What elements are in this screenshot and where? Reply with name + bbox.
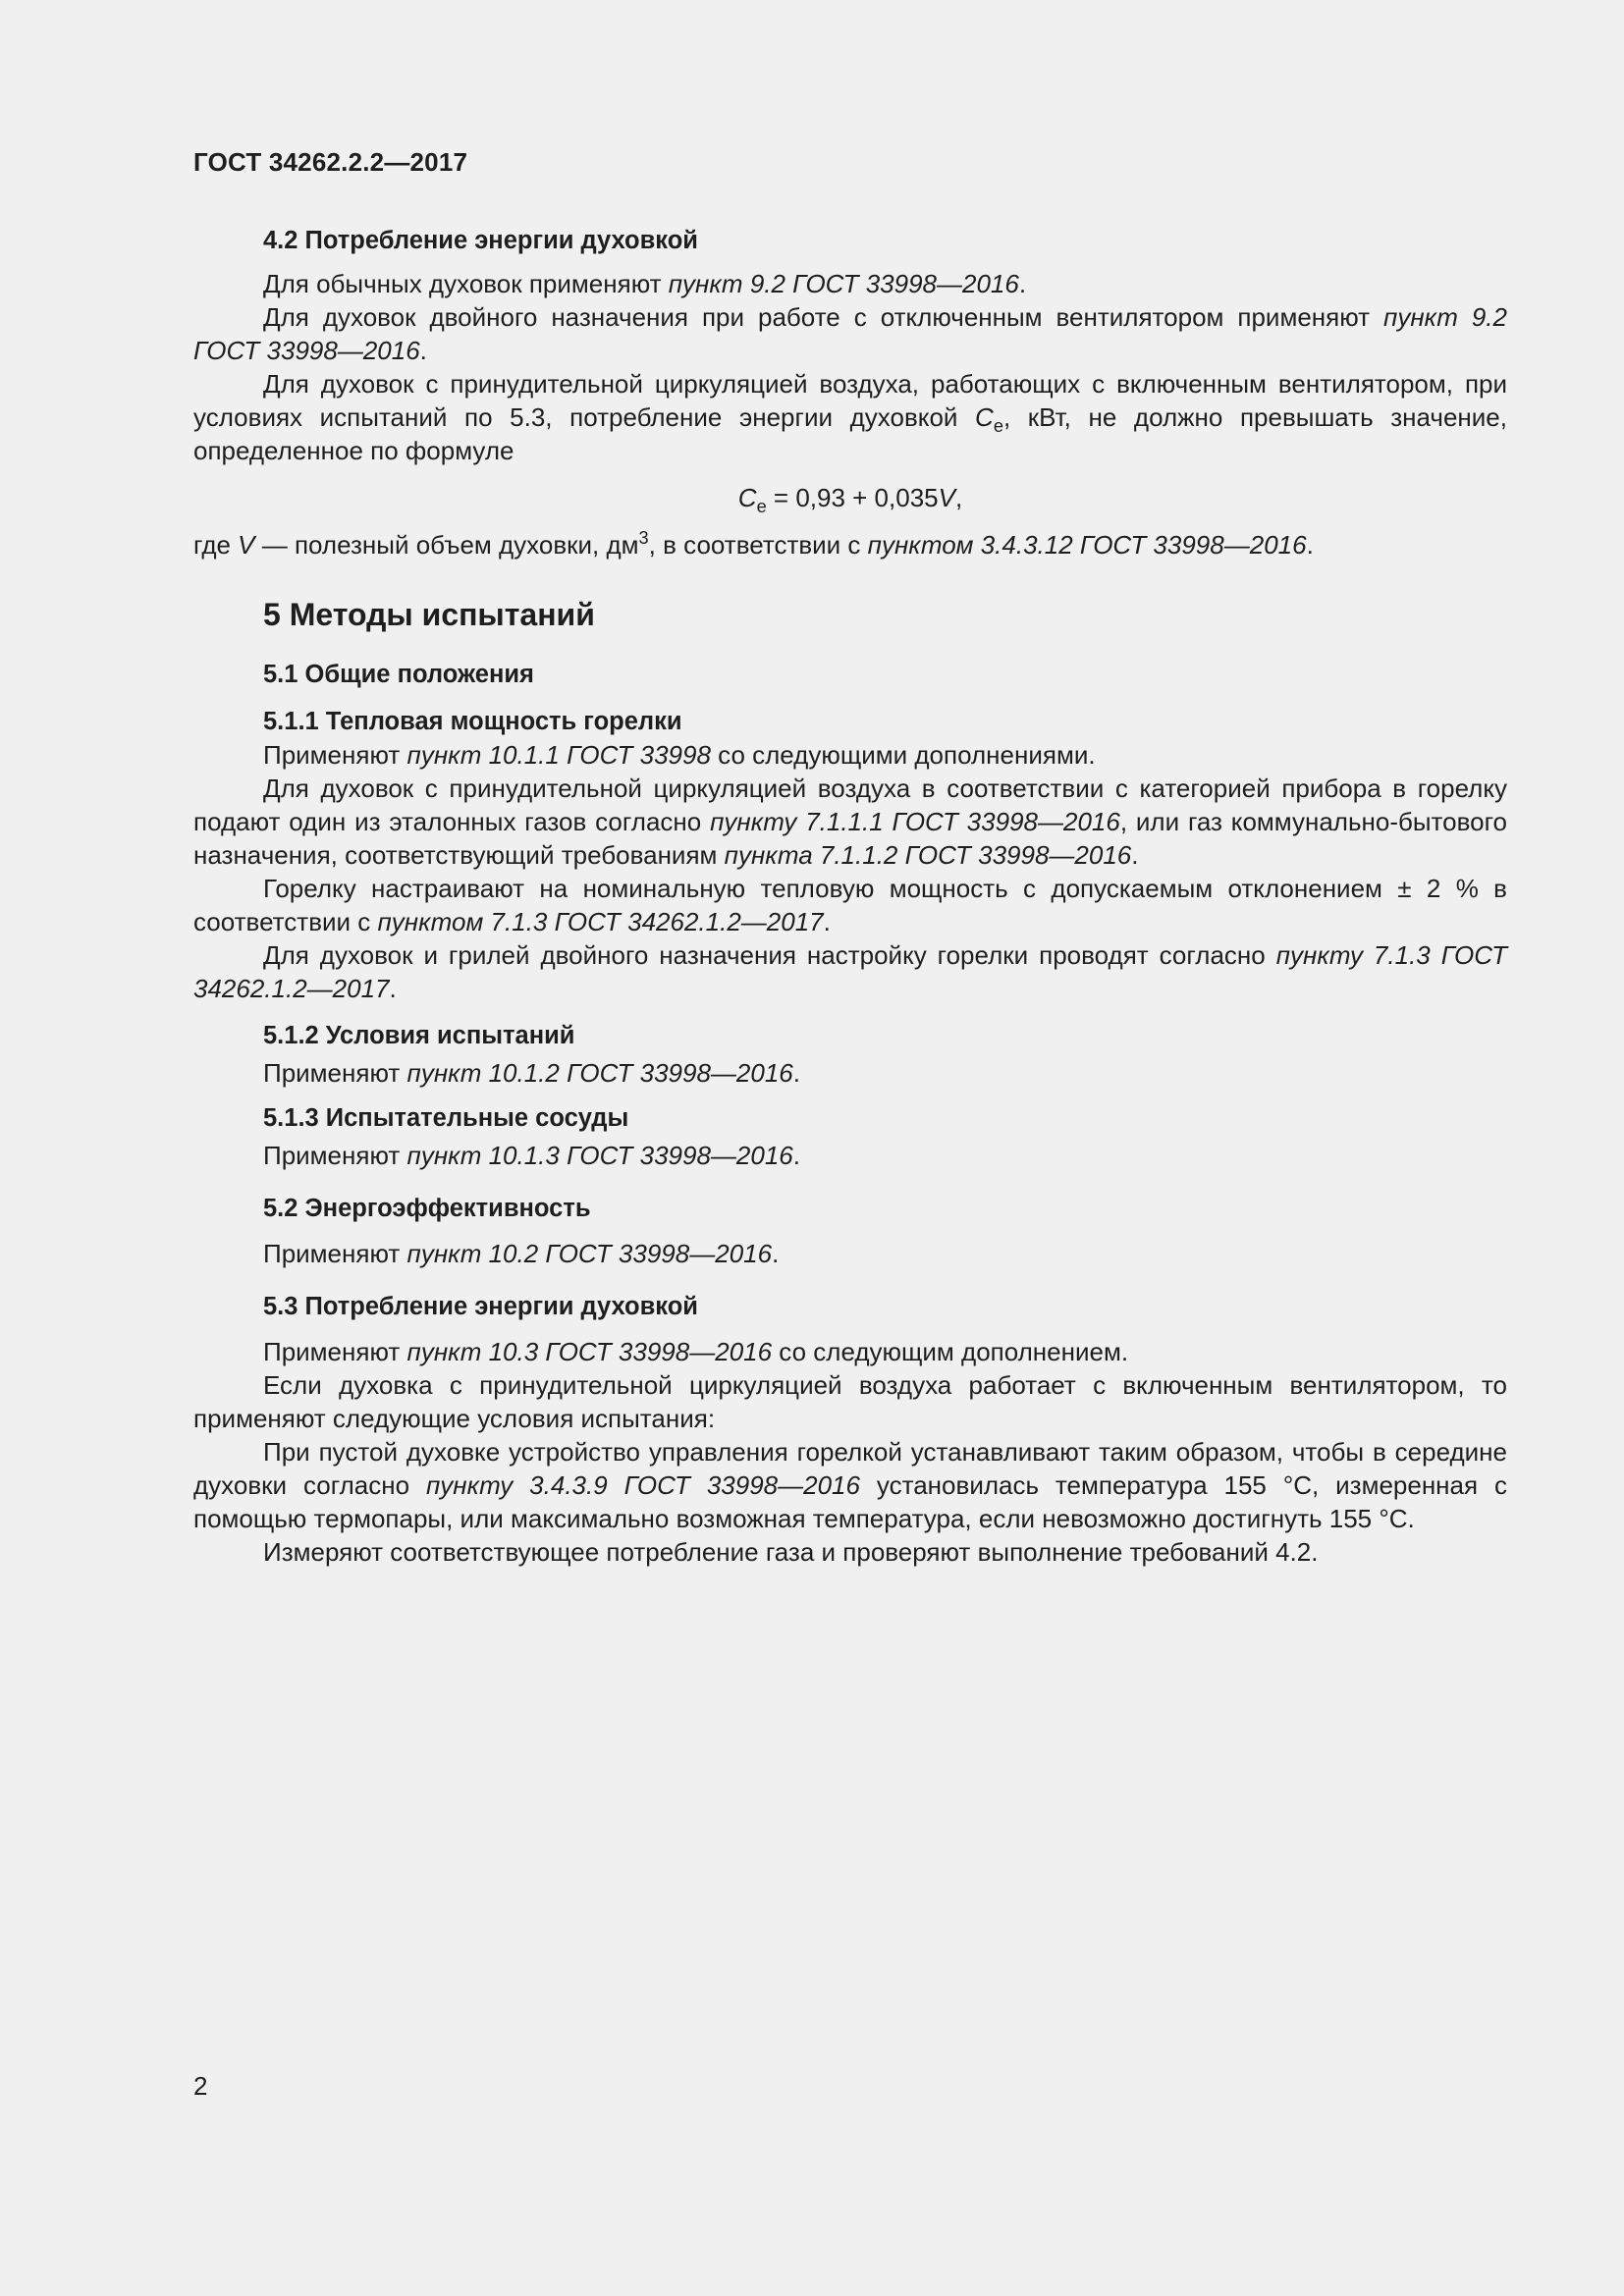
reference-link: пункт 9.2 ГОСТ 33998—2016 (668, 269, 1019, 298)
paragraph: Горелку настраивают на номинальную тепловую мощность с допускаемым отклонением ± 2 % в соответствии с пунктом 7.1.3 ГОСТ 34262.1.2—2017. (193, 874, 1507, 936)
paragraph: Для духовок с принудительной циркуляцией воздуха, работающих с включенным вентилятором, при условиях испытаний по 5.3, потребление энергии духовкой $C_e$, кВт, не должно превышать значение, определенное по формуле (193, 369, 1507, 465)
reference-link: пункт 10.1.2 ГОСТ 33998—2016 (406, 1058, 793, 1088)
paragraph: Для духовок и грилей двойного назначения настройку горелки проводят согласно пункту 7.1.3 ГОСТ 34262.1.2—2017. (193, 940, 1507, 1003)
section-5-3-title: 5.3 Потребление энергии духовкой (263, 1293, 698, 1320)
section-5-1-2-title: 5.1.2 Условия испытаний (263, 1022, 575, 1049)
paragraph: Применяют пункт 10.1.1 ГОСТ 33998 со следующими дополнениями. (263, 740, 1096, 770)
formula: $C_e = 0,93 + 0,035V$, (737, 483, 963, 516)
paragraph: Для духовок двойного назначения при работе с отключенным вентилятором применяют пункт 9.2 ГОСТ 33998—2016. (193, 302, 1507, 365)
paragraph: Если духовка с принудительной циркуляцией воздуха работает с включенным вентилятором, то применяют следующие условия испытания: (193, 1370, 1507, 1433)
section-5-1-1-title: 5.1.1 Тепловая мощность горелки (263, 708, 682, 735)
reference-link: пункта 7.1.1.2 ГОСТ 33998—2016 (724, 840, 1132, 870)
reference-link: пунктом 7.1.3 ГОСТ 34262.1.2—2017 (377, 907, 824, 936)
reference-link: пункт 10.1.3 ГОСТ 33998—2016 (406, 1141, 793, 1170)
section-5-1-title: 5.1 Общие положения (263, 661, 534, 688)
paragraph: Применяют пункт 10.3 ГОСТ 33998—2016 со следующим дополнением. (263, 1337, 1129, 1366)
section-5-1-3-title: 5.1.3 Испытательные сосуды (263, 1104, 629, 1132)
paragraph: При пустой духовке устройство управления горелкой устанавливают таким образом, чтобы в середине духовки согласно пункту 3.4.3.9 ГОСТ 33998—2016 установилась температура 155 °C, измеренная с помощью термопары, или максимально возможная температура, если невозможно достигнуть 155 °C. (193, 1437, 1507, 1533)
document-body (193, 224, 1507, 1569)
reference-link: пункту 7.1.3 ГОСТ 34262.1.2—2017 (193, 940, 1507, 1003)
section-5-title: 5 Методы испытаний (263, 597, 595, 632)
paragraph: Применяют пункт 10.2 ГОСТ 33998—2016. (263, 1239, 780, 1268)
section-5-2-title: 5.2 Энергоэффективность (263, 1195, 591, 1222)
paragraph: Для духовок с принудительной циркуляцией воздуха в соответствии с категорией прибора в горелку подают один из эталонных газов согласно пункту 7.1.1.1 ГОСТ 33998—2016, или газ коммунально-бытового назначения, соответствующий требованиям пункта 7.1.1.2 ГОСТ 33998—2016. (193, 774, 1507, 870)
reference-link: пункту 3.4.3.9 ГОСТ 33998—2016 (426, 1470, 860, 1500)
page-number: 2 (193, 2071, 208, 2101)
reference-link: пункт 10.2 ГОСТ 33998—2016 (406, 1239, 773, 1268)
paragraph: Измеряют соответствующее потребление газа и проверяют выполнение требований 4.2. (263, 1537, 1319, 1567)
reference-link: пунктом 3.4.3.12 ГОСТ 33998—2016 (867, 530, 1307, 560)
reference-link: пункт 10.1.1 ГОСТ 33998 (406, 740, 711, 770)
document-header: ГОСТ 34262.2.2—2017 (193, 147, 468, 177)
reference-link: пункт 10.3 ГОСТ 33998—2016 (406, 1337, 773, 1366)
paragraph: Применяют пункт 10.1.3 ГОСТ 33998—2016. (263, 1141, 800, 1170)
section-4-2-title: 4.2 Потребление энергии духовкой (263, 227, 698, 254)
paragraph: Для обычных духовок применяют пункт 9.2 ГОСТ 33998—2016. (263, 269, 1027, 298)
paragraph-where: где V — полезный объем духовки, $дм^3$, в соответствии с пунктом 3.4.3.12 ГОСТ 33998—2016. (193, 528, 1314, 560)
paragraph: Применяют пункт 10.1.2 ГОСТ 33998—2016. (263, 1058, 800, 1088)
reference-link: пункт 9.2 ГОСТ 33998—2016 (193, 302, 1507, 365)
reference-link: пункту 7.1.1.1 ГОСТ 33998—2016 (710, 807, 1120, 836)
